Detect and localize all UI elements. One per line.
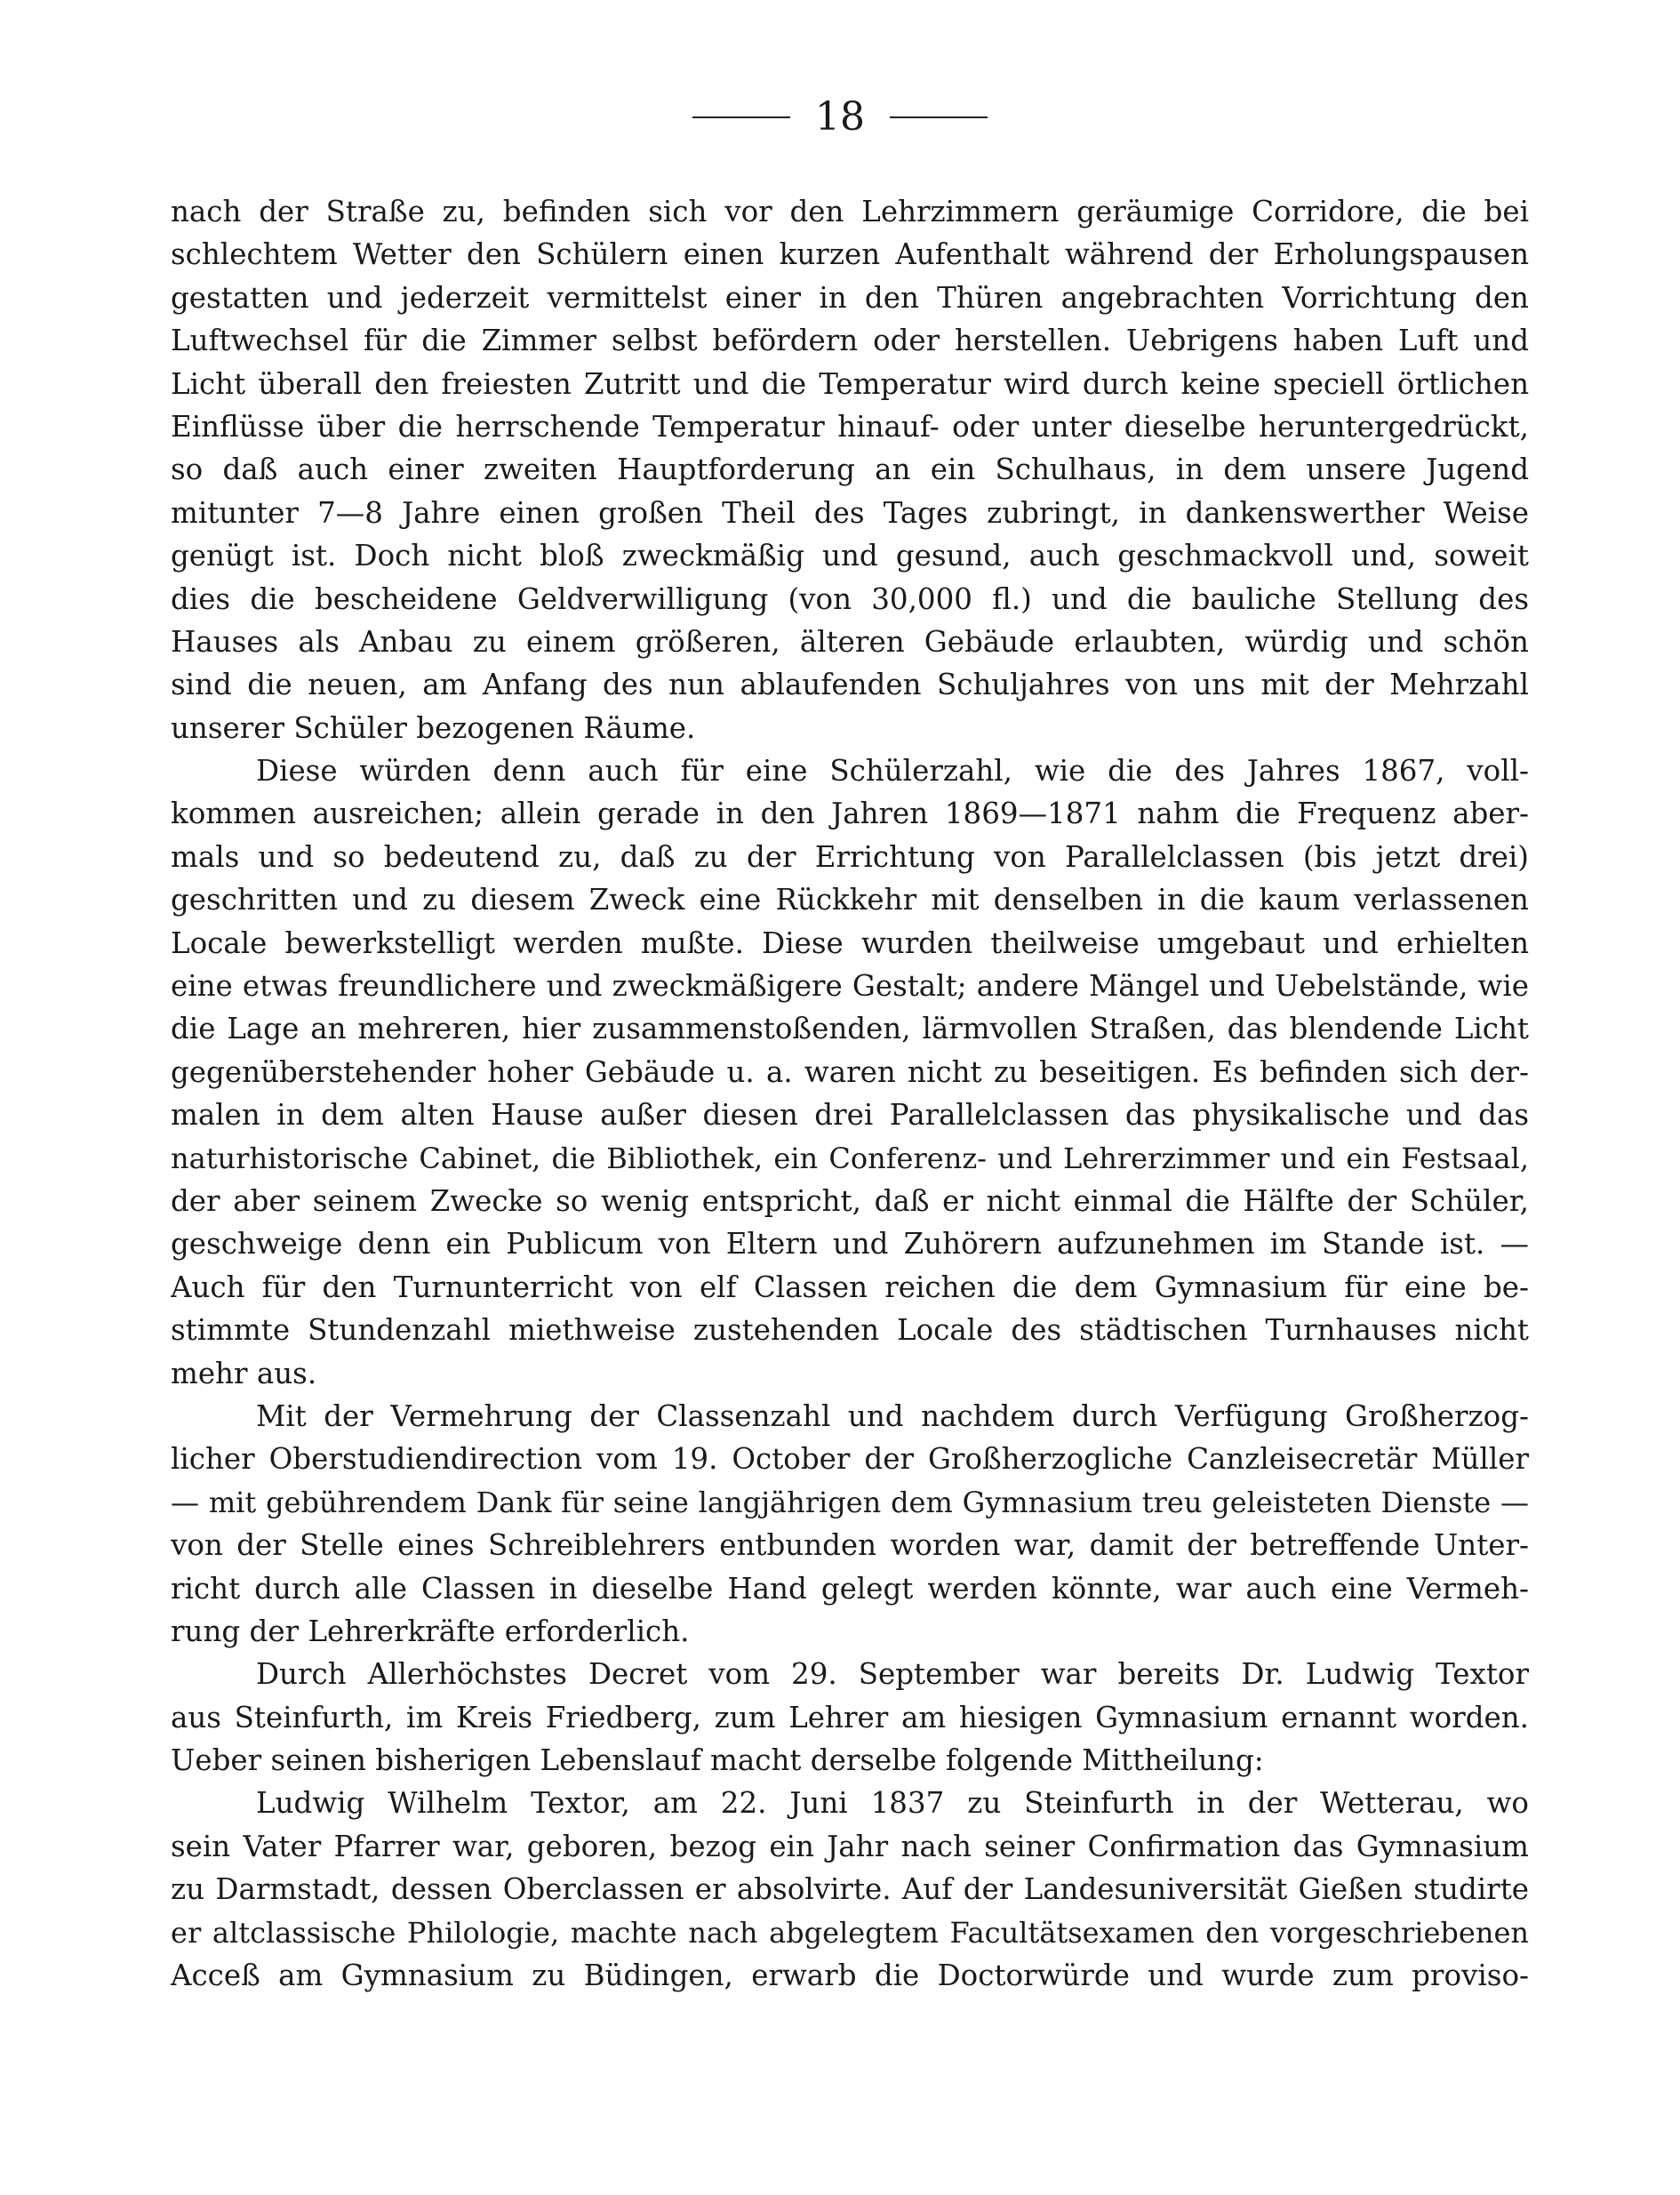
text-line: Hauses als Anbau zu einem größeren, älteren Gebäude erlaubten, würdig und schön xyxy=(171,624,1529,659)
text-line: Durch Allerhöchstes Decret vom 29. September war bereits Dr. Ludwig Textor xyxy=(256,1657,1529,1692)
text-line: Licht überall den freiesten Zutritt und die Temperatur wird durch keine speciell örtlichen xyxy=(171,366,1529,401)
text-line: Acceß am Gymnasium zu Büdingen, erwarb die Doctorwürde und wurde zum proviso- xyxy=(171,1959,1529,1993)
text-line: Einflüsse über die herrschende Temperatur hinauf- oder unter dieselbe heruntergedrückt, xyxy=(171,409,1529,444)
right-header-rule xyxy=(890,116,988,118)
text-line: Ludwig Wilhelm Textor, am 22. Juni 1837 zu Steinfurth in der Wetterau, wo xyxy=(256,1786,1529,1821)
left-header-rule xyxy=(692,116,790,118)
body-text xyxy=(171,190,1529,1997)
text-line: — mit gebührendem Dank für seine langjährigen dem Gymnasium treu geleisteten Dienste — xyxy=(171,1485,1529,1519)
text-line: so daß auch einer zweiten Hauptforderung an ein Schulhaus, in dem unsere Jugend xyxy=(171,453,1529,487)
text-line: gegenüberstehender hoher Gebäude u. a. waren nicht zu beseitigen. Es befinden sich der- xyxy=(171,1054,1529,1089)
text-line: der aber seinem Zwecke so wenig entspricht, daß er nicht einmal die Hälfte der Schüler, xyxy=(171,1183,1529,1218)
text-line: Ueber seinen bisherigen Lebenslauf macht derselbe folgende Mittheilung: xyxy=(171,1743,1264,1778)
text-line: gestatten und jederzeit vermittelst einer in den Thüren angebrachten Vorrichtung den xyxy=(171,280,1529,315)
text-line: mehr aus. xyxy=(171,1356,317,1390)
text-line: er altclassische Philologie, machte nach abgelegtem Facultätsexamen den vorgeschriebenen xyxy=(171,1915,1529,1950)
text-line: eine etwas freundlichere und zweckmäßigere Gestalt; andere Mängel und Uebelstände, wie xyxy=(171,969,1529,1004)
text-line: naturhistorische Cabinet, die Bibliothek, ein Conferenz- und Lehrerzimmer und ein Festsaal, xyxy=(171,1141,1529,1175)
text-line: sind die neuen, am Anfang des nun ablaufenden Schuljahres von uns mit der Mehrzahl xyxy=(171,668,1529,702)
text-line: nach der Straße zu, befinden sich vor den Lehrzimmern geräumige Corridore, die bei xyxy=(171,195,1529,228)
text-line: schlechtem Wetter den Schülern einen kurzen Aufenthalt während der Erholungspausen xyxy=(171,237,1529,272)
text-line: Auch für den Turnunterricht von elf Classen reichen die dem Gymnasium für eine be- xyxy=(171,1270,1529,1304)
text-line: geschweige denn ein Publicum von Eltern und Zuhörern aufzunehmen im Stande ist. — xyxy=(171,1227,1529,1262)
text-line: kommen ausreichen; allein gerade in den Jahren 1869—1871 nahm die Frequenz aber- xyxy=(171,797,1529,831)
text-line: Diese würden denn auch für eine Schülerzahl, wie die des Jahres 1867, voll- xyxy=(256,754,1529,789)
text-line: dies die bescheidene Geldverwilligung (von 30,000 fl.) und die bauliche Stellung des xyxy=(171,581,1529,616)
text-line: die Lage an mehreren, hier zusammenstoßenden, lärmvollen Straßen, das blendende Licht xyxy=(171,1012,1529,1046)
page-header xyxy=(0,94,1680,140)
text-line: Luftwechsel für die Zimmer selbst befördern oder herstellen. Uebrigens haben Luft und xyxy=(171,324,1529,358)
text-line: mitunter 7—8 Jahre einen großen Theil des Tages zubringt, in dankenswerther Weise xyxy=(171,495,1529,530)
text-line: unserer Schüler bezogenen Räume. xyxy=(171,710,696,745)
text-line: Locale bewerkstelligt werden mußte. Diese wurden theilweise umgebaut und erhielten xyxy=(171,925,1529,960)
text-line: zu Darmstadt, dessen Oberclassen er absolvirte. Auf der Landesuniversität Gießen studirte xyxy=(171,1872,1529,1907)
text-line: aus Steinfurth, im Kreis Friedberg, zum Lehrer am hiesigen Gymnasium ernannt worden. xyxy=(171,1700,1529,1734)
text-line: licher Oberstudiendirection vom 19. October der Großherzogliche Canzleisecretär Müller xyxy=(171,1442,1529,1477)
text-line: stimmte Stundenzahl miethweise zustehenden Locale des städtischen Turnhauses nicht xyxy=(171,1313,1529,1348)
text-line: malen in dem alten Hause außer diesen drei Parallelclassen das physikalische und das xyxy=(171,1098,1529,1133)
page-number: 18 xyxy=(815,94,865,140)
text-line: rung der Lehrerkräfte erforderlich. xyxy=(171,1614,690,1648)
text-line: richt durch alle Classen in dieselbe Hand gelegt werden könnte, war auch eine Vermeh- xyxy=(171,1571,1529,1606)
text-line: genügt ist. Doch nicht bloß zweckmäßig und gesund, auch geschmackvoll und, soweit xyxy=(171,539,1529,573)
text-line: von der Stelle eines Schreiblehrers entbunden worden war, damit der betreffende Unter- xyxy=(171,1528,1529,1563)
text-line: sein Vater Pfarrer war, geboren, bezog ein Jahr nach seiner Confirmation das Gymnasium xyxy=(171,1829,1529,1863)
text-line: mals und so bedeutend zu, daß zu der Errichtung von Parallelclassen (bis jetzt drei) xyxy=(171,839,1529,874)
text-line: Mit der Vermehrung der Classenzahl und nachdem durch Verfügung Großherzog- xyxy=(256,1398,1529,1433)
text-line: geschritten und zu diesem Zweck eine Rückkehr mit denselben in die kaum verlassenen xyxy=(171,883,1529,917)
